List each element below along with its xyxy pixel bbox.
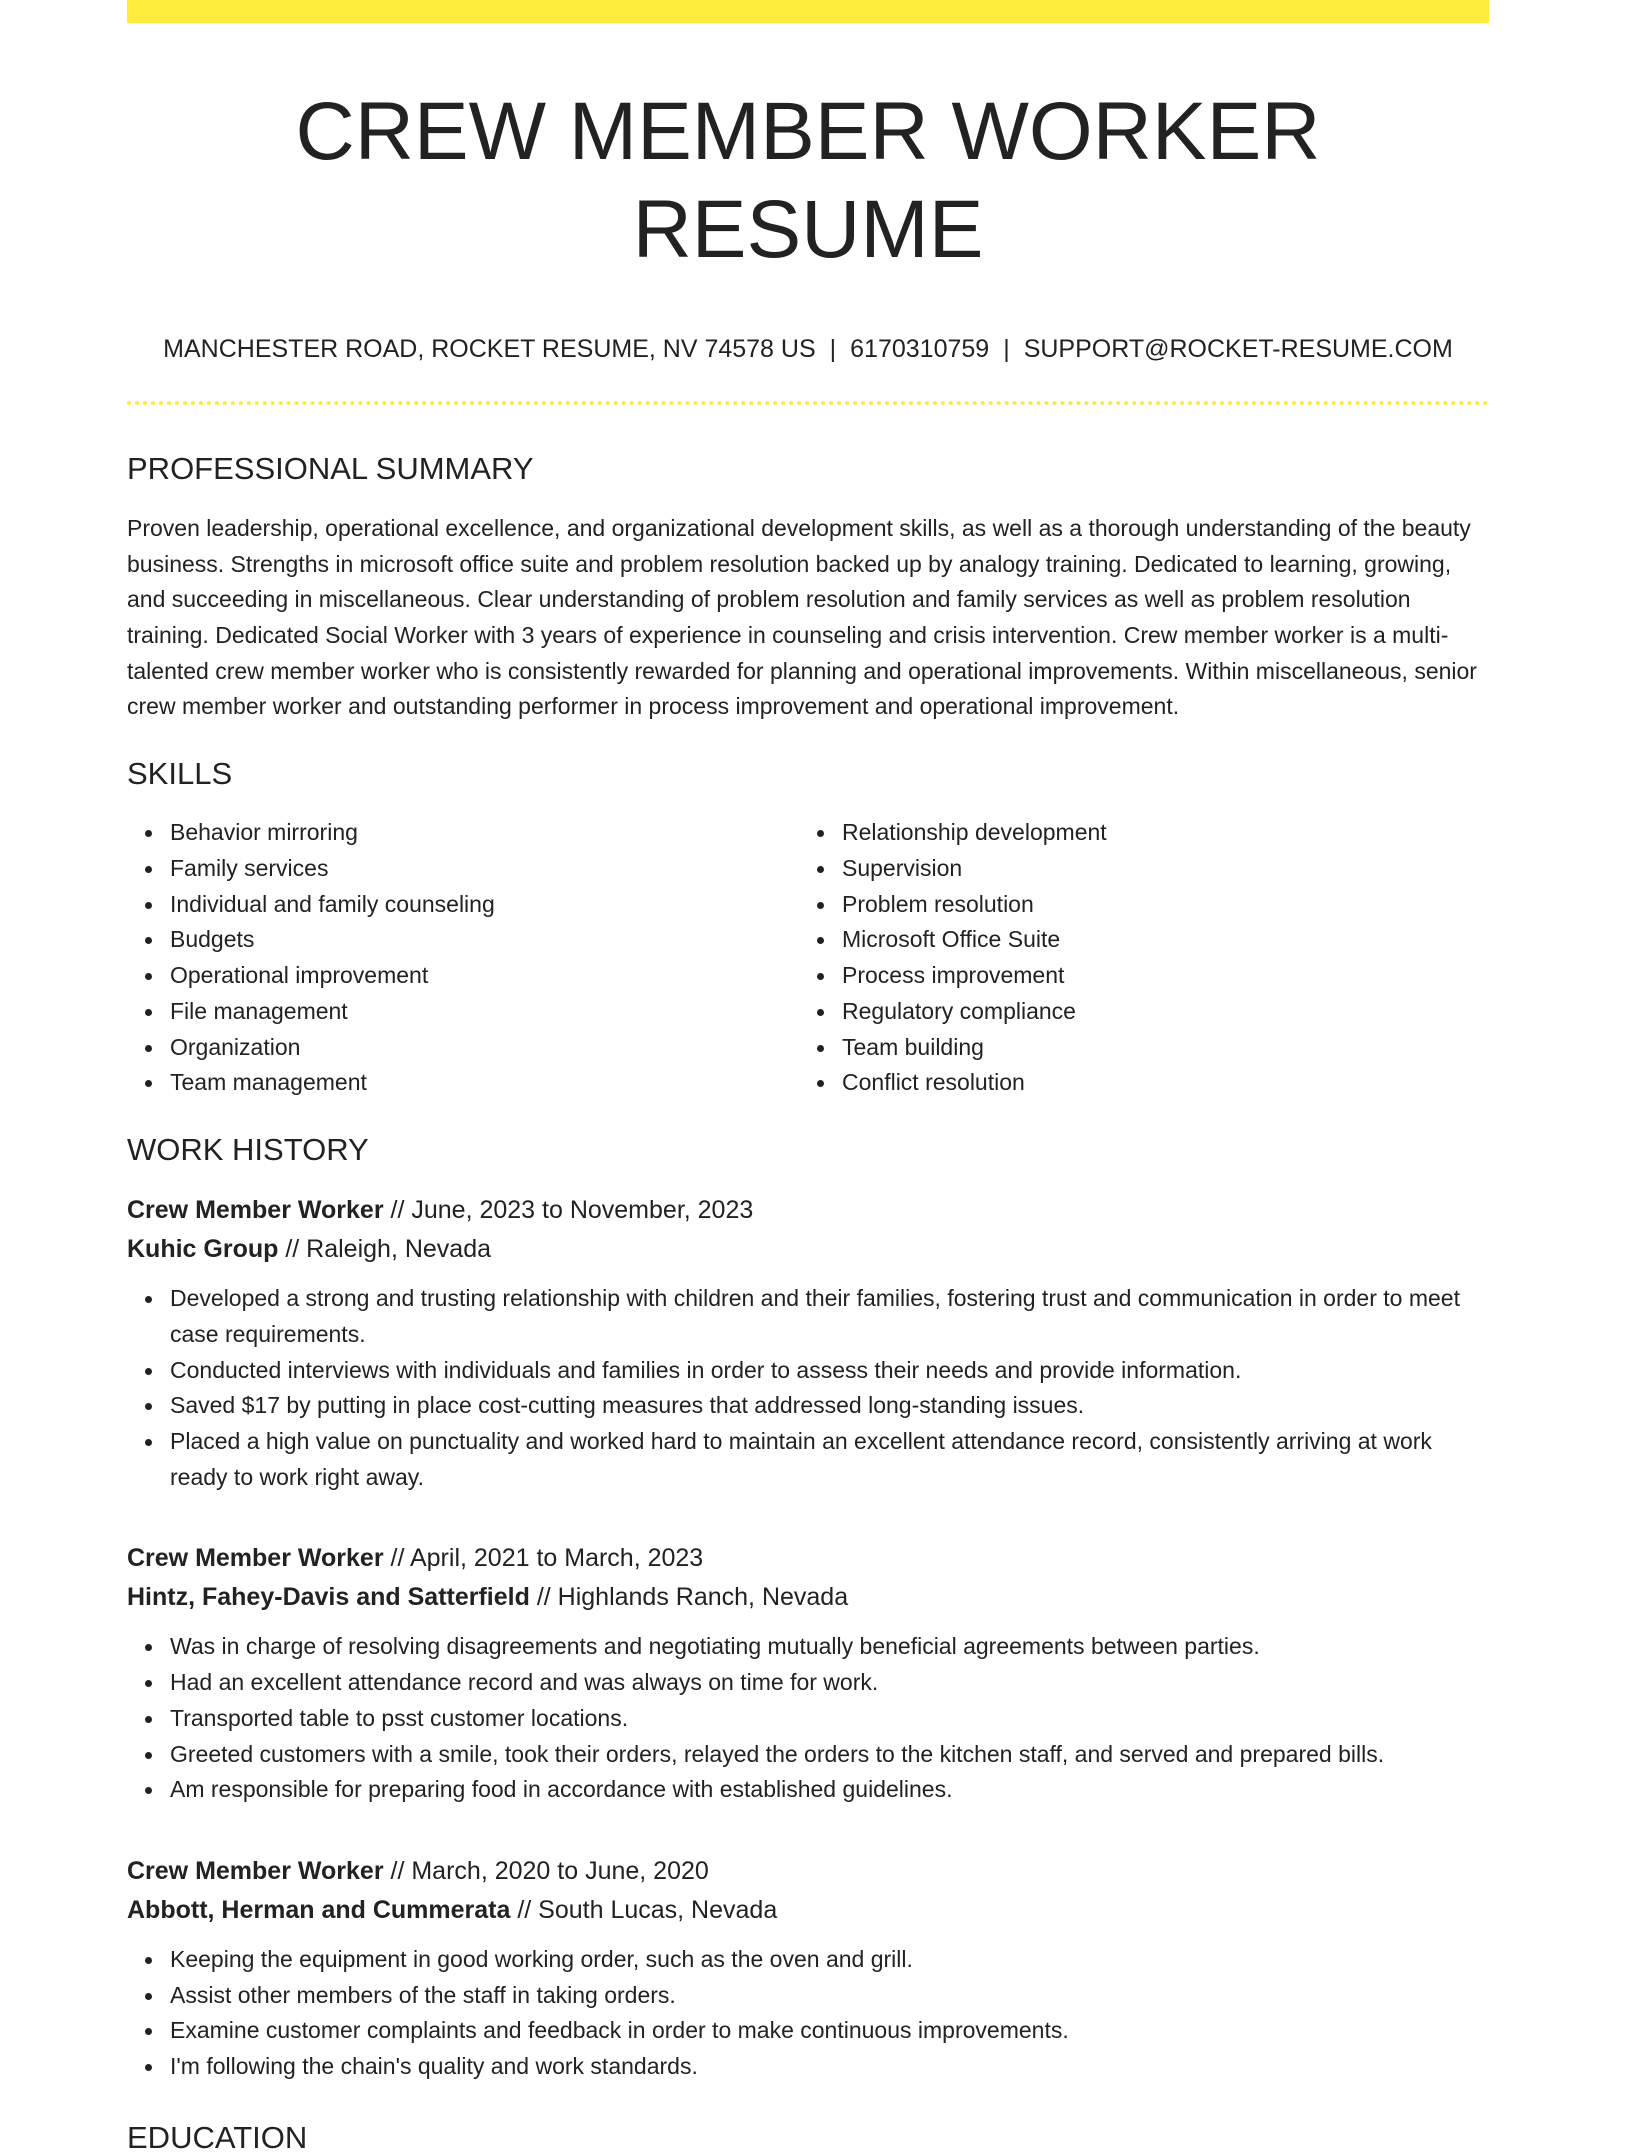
- skills-list: [127, 815, 1489, 1101]
- job-duty: Examine customer complaints and feedback in order to make continuous improvements.: [170, 2013, 1489, 2049]
- skill-item: Behavior mirroring: [170, 815, 799, 851]
- job-entry: [127, 1539, 1489, 1808]
- job-dates: // April, 2021 to March, 2023: [383, 1544, 704, 1573]
- job-role: Crew Member Worker: [127, 1544, 384, 1573]
- skill-item: Team building: [842, 1030, 1471, 1066]
- summary-text: Proven leadership, operational excellence, and organizational development skills, as well as a thorough understanding of the beauty business. Strengths in microsoft office suite and problem resolution backed up by analogy training. Dedicated to learning, growing, and succeeding in miscellaneous. Clear understanding of problem resolution and family services as well as problem resolution training. Dedicated Social Worker with 3 years of experience in counseling and crisis intervention. Crew member worker is a multi-talented crew member worker who is consistently rewarded for planning and operational improvements. Within miscellaneous, senior crew member worker and outstanding performer in process improvement and operational improvement.: [127, 514, 1477, 720]
- job-company: Hintz, Fahey-Davis and Satterfield: [127, 1583, 530, 1612]
- skill-item: Family services: [170, 851, 799, 887]
- job-role: Crew Member Worker: [127, 1196, 384, 1225]
- summary-heading: PROFESSIONAL SUMMARY: [127, 450, 534, 486]
- job-duty: Greeted customers with a smile, took their orders, relayed the orders to the kitchen staff, and served and prepared bills.: [170, 1737, 1489, 1773]
- job-dates: // June, 2023 to November, 2023: [383, 1196, 754, 1225]
- skill-item: Budgets: [170, 922, 799, 958]
- resume-page: [127, 0, 1489, 2156]
- job-location: // Highlands Ranch, Nevada: [529, 1583, 849, 1612]
- job-duties: [127, 1942, 1489, 2085]
- job-company: Abbott, Herman and Cummerata: [127, 1895, 511, 1924]
- job-duty: Transported table to psst customer locations.: [170, 1701, 1489, 1737]
- resume-title: CREW MEMBER WORKER RESUME: [295, 86, 1321, 276]
- job-duty: Conducted interviews with individuals and families in order to assess their needs and provide information.: [170, 1353, 1489, 1389]
- top-accent-bar: [127, 0, 1489, 23]
- skills-heading: SKILLS: [127, 756, 233, 792]
- skill-item: File management: [170, 994, 799, 1030]
- education-heading: EDUCATION: [127, 2119, 308, 2155]
- job-duty: Assist other members of the staff in taking orders.: [170, 1978, 1489, 2014]
- job-duty: Was in charge of resolving disagreements and negotiating mutually beneficial agreements between parties.: [170, 1629, 1489, 1665]
- job-entry: [127, 1852, 1489, 2085]
- skill-item: Operational improvement: [170, 958, 799, 994]
- skill-item: Individual and family counseling: [170, 887, 799, 923]
- job-location: // Raleigh, Nevada: [278, 1235, 492, 1264]
- skill-item: Organization: [170, 1030, 799, 1066]
- job-title-line: [127, 1539, 1489, 1578]
- job-duties: [127, 1281, 1489, 1495]
- job-dates: // March, 2020 to June, 2020: [383, 1856, 709, 1885]
- dotted-divider: [127, 401, 1489, 405]
- job-duty: Keeping the equipment in good working order, such as the oven and grill.: [170, 1942, 1489, 1978]
- contact-phone: 6170310759: [850, 334, 990, 363]
- skill-item: Relationship development: [842, 815, 1471, 851]
- skill-item: Process improvement: [842, 958, 1471, 994]
- contact-separator: |: [829, 334, 837, 363]
- job-title-line: [127, 1852, 1489, 1891]
- skill-item: Problem resolution: [842, 887, 1471, 923]
- job-company-line: [127, 1578, 1489, 1617]
- skill-item: Team management: [170, 1065, 799, 1101]
- job-duty: Developed a strong and trusting relationship with children and their families, fostering trust and communication in order to meet case requirements.: [170, 1281, 1489, 1352]
- job-duty: Placed a high value on punctuality and worked hard to maintain an excellent attendance record, consistently arriving at work ready to work right away.: [170, 1424, 1489, 1495]
- job-role: Crew Member Worker: [127, 1856, 384, 1885]
- job-title-line: [127, 1191, 1489, 1230]
- skill-item: Supervision: [842, 851, 1471, 887]
- job-duty: I'm following the chain's quality and work standards.: [170, 2049, 1489, 2085]
- job-location: // South Lucas, Nevada: [510, 1895, 778, 1924]
- job-duty: Saved $17 by putting in place cost-cutting measures that addressed long-standing issues.: [170, 1388, 1489, 1424]
- contact-line: [127, 334, 1489, 364]
- job-company-line: [127, 1230, 1489, 1269]
- job-duty: Am responsible for preparing food in accordance with established guidelines.: [170, 1772, 1489, 1808]
- job-entry: [127, 1191, 1489, 1495]
- skill-item: Regulatory compliance: [842, 994, 1471, 1030]
- skill-item: Conflict resolution: [842, 1065, 1471, 1101]
- contact-address: MANCHESTER ROAD, ROCKET RESUME, NV 74578 US: [163, 334, 816, 363]
- skills-column-left: [127, 815, 799, 1101]
- skill-item: Microsoft Office Suite: [842, 922, 1471, 958]
- skills-column-right: [799, 815, 1471, 1101]
- work-history-heading: WORK HISTORY: [127, 1132, 369, 1167]
- job-duties: [127, 1629, 1489, 1808]
- contact-email: SUPPORT@ROCKET-RESUME.COM: [1023, 334, 1453, 363]
- contact-separator: |: [1003, 334, 1010, 363]
- job-company: Kuhic Group: [127, 1235, 279, 1264]
- job-company-line: [127, 1891, 1489, 1930]
- job-duty: Had an excellent attendance record and was always on time for work.: [170, 1665, 1489, 1701]
